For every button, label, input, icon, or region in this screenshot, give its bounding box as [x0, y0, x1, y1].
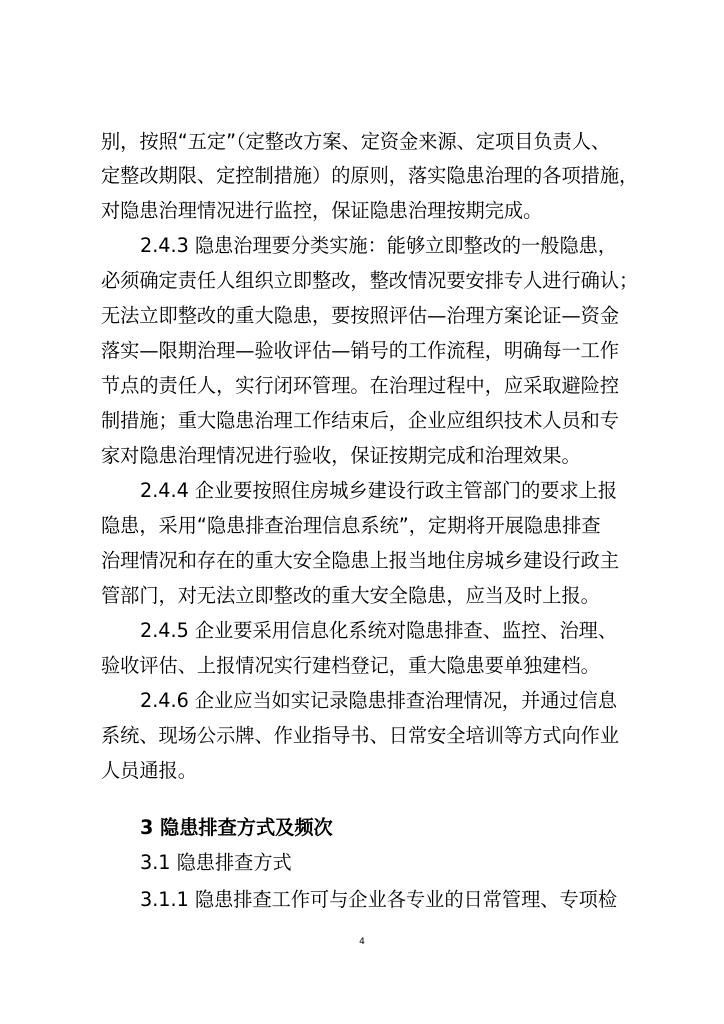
text-line: 治理情况和存在的重大安全隐患上报当地住房城乡建设行政主 [101, 549, 620, 572]
text-line: 落实—限期治理—验收评估—销号的工作流程，明确每一工作 [101, 339, 620, 362]
text-line: 对隐患治理情况进行监控，保证隐患治理按期完成。 [101, 199, 543, 222]
text-line: 别，按照“五定”（定整改方案、定资金来源、定项目负责人、 [101, 130, 611, 153]
text-line: 系统、现场公示牌、作业指导书、日常安全培训等方式向作业 [101, 724, 620, 747]
text-line: 定整改期限、定控制措施）的原则，落实隐患治理的各项措施， [101, 164, 639, 187]
text-line: 2.4.6 企业应当如实记录隐患排查治理情况，并通过信息 [140, 689, 618, 712]
text-line: 无法立即整改的重大隐患，要按照评估—治理方案论证—资金 [101, 304, 620, 327]
text-line: 2.4.5 企业要采用信息化系统对隐患排查、监控、治理、 [140, 619, 618, 642]
text-line: 验收评估、上报情况实行建档登记，重大隐患要单独建档。 [101, 654, 600, 677]
text-line: 必须确定责任人组织立即整改，整改情况要安排专人进行确认； [101, 269, 639, 292]
text-line: 家对隐患治理情况进行验收，保证按期完成和治理效果。 [101, 444, 581, 467]
text-line: 节点的责任人，实行闭环管理。在治理过程中，应采取避险控 [101, 374, 620, 397]
section-heading: 3 隐患排查方式及频次 [140, 816, 333, 839]
text-line: 制措施；重大隐患治理工作结束后，企业应组织技术人员和专 [101, 409, 620, 432]
text-line: 3.1.1 隐患排查工作可与企业各专业的日常管理、专项检 [140, 888, 618, 911]
text-line: 人员通报。 [101, 759, 197, 782]
text-line: 2.4.3 隐患治理要分类实施：能够立即整改的一般隐患， [140, 234, 618, 257]
text-line: 管部门，对无法立即整改的重大安全隐患，应当及时上报。 [101, 584, 600, 607]
page-number: 4 [359, 937, 365, 947]
text-line: 2.4.4 企业要按照住房城乡建设行政主管部门的要求上报 [140, 479, 618, 502]
text-line: 隐患，采用“隐患排查治理信息系统”，定期将开展隐患排查 [101, 514, 601, 537]
subsection-heading: 3.1 隐患排查方式 [140, 851, 292, 874]
